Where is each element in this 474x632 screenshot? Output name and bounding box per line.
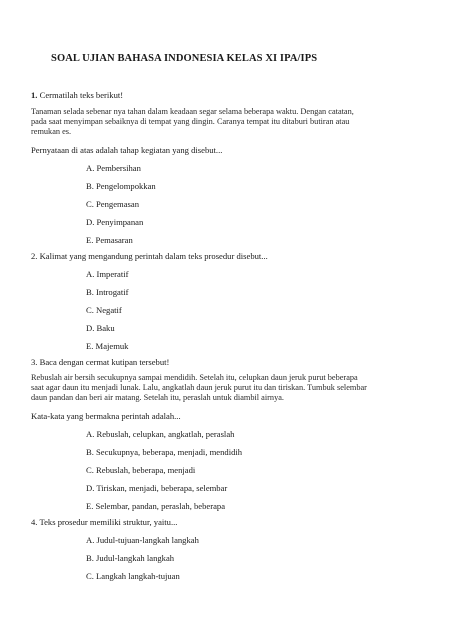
q1-passage-line-3: remukan es. — [31, 127, 72, 136]
q1-option-e: E. Pemasaran — [86, 235, 133, 245]
q1-option-d: D. Penyimpanan — [86, 217, 144, 227]
q4-option-c: C. Langkah langkah-tujuan — [86, 571, 180, 581]
q4-question: 4. Teks prosedur memiliki struktur, yaitu... — [31, 517, 178, 527]
q2-option-e: E. Majemuk — [86, 341, 129, 351]
q2-option-c: C. Negatif — [86, 305, 122, 315]
q1-option-a: A. Pembersihan — [86, 163, 141, 173]
q1-instruction-line — [31, 90, 123, 100]
q3-option-d: D. Tiriskan, menjadi, beberapa, selembar — [86, 483, 228, 493]
q3-instruction: 3. Baca dengan cermat kutipan tersebut! — [31, 357, 170, 367]
q4-option-b: B. Judul-langkah langkah — [86, 553, 175, 563]
q1-question: Pernyataan di atas adalah tahap kegiatan yang disebut... — [31, 145, 223, 155]
q3-question: Kata-kata yang bermakna perintah adalah... — [31, 411, 181, 421]
q3-passage-line-3: daun pandan dan beri air matang. Setelah itu, peraslah untuk diambil airnya. — [31, 393, 284, 402]
q2-question: 2. Kalimat yang mengandung perintah dalam teks prosedur disebut... — [31, 251, 268, 261]
q4-option-a: A. Judul-tujuan-langkah langkah — [86, 535, 199, 545]
q3-option-c: C. Rebuslah, beberapa, menjadi — [86, 465, 196, 475]
q3-option-b: B. Secukupnya, beberapa, menjadi, mendidih — [86, 447, 243, 457]
q1-option-c: C. Pengemasan — [86, 199, 139, 209]
q3-passage-line-2: saat agar daun itu menjadi lunak. Lalu, angkatlah daun jeruk purut itu dan tiriskan. Tumbuk selembar — [31, 383, 367, 392]
q3-option-e: E. Selembar, pandan, peraslah, beberapa — [86, 501, 226, 511]
q1-passage-line-2: pada saat menyimpan sebaiknya di tempat yang dingin. Caranya tempat itu ditaburi butiran atau — [31, 117, 350, 126]
q2-option-b: B. Introgatif — [86, 287, 129, 297]
q1-option-b: B. Pengelompokkan — [86, 181, 156, 191]
q2-option-d: D. Baku — [86, 323, 115, 333]
q3-passage-line-1: Rebuslah air bersih secukupnya sampai mendidih. Setelah itu, celupkan daun jeruk purut beberapa — [31, 373, 358, 382]
q2-option-a: A. Imperatif — [86, 269, 129, 279]
q1-number: 1. — [31, 90, 38, 100]
page-title: SOAL UJIAN BAHASA INDONESIA KELAS XI IPA/IPS — [51, 53, 318, 64]
q1-instruction: Cermatilah teks berikut! — [39, 90, 124, 100]
q1-passage-line-1: Tanaman selada sebenar nya tahan dalam keadaan segar selama beberapa waktu. Dengan catatan, — [31, 107, 354, 116]
q3-option-a: A. Rebuslah, celupkan, angkatlah, peraslah — [86, 429, 235, 439]
